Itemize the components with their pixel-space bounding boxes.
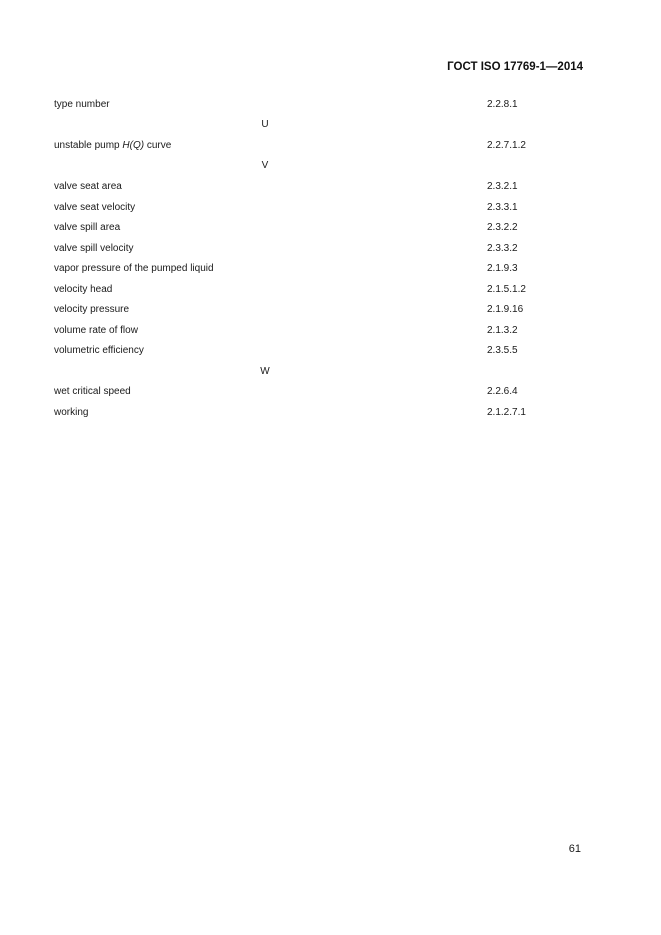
index-term-part: curve bbox=[144, 140, 172, 151]
index-term: working bbox=[54, 407, 89, 418]
index-term: type number bbox=[54, 99, 110, 110]
index-entry bbox=[54, 302, 584, 318]
index-reference: 2.1.3.2 bbox=[487, 325, 518, 336]
index-entry bbox=[54, 323, 584, 339]
index-reference: 2.1.2.7.1 bbox=[487, 407, 526, 418]
index-reference: 2.3.5.5 bbox=[487, 345, 518, 356]
index-reference: 2.3.2.2 bbox=[487, 222, 518, 233]
index-entry bbox=[54, 179, 584, 195]
index-reference: 2.3.3.2 bbox=[487, 243, 518, 254]
index-term: wet critical speed bbox=[54, 386, 131, 397]
index-term: volumetric efficiency bbox=[54, 345, 144, 356]
index-reference: 2.1.9.16 bbox=[487, 304, 524, 315]
index-entry bbox=[54, 138, 584, 154]
index-entry bbox=[54, 220, 584, 236]
index-term: velocity pressure bbox=[54, 304, 130, 315]
index-term bbox=[54, 138, 171, 154]
index-entry bbox=[54, 405, 584, 421]
index-term: valve seat area bbox=[54, 181, 122, 192]
index-reference: 2.2.8.1 bbox=[487, 99, 518, 110]
index-entry bbox=[54, 261, 584, 277]
index-entry bbox=[54, 384, 584, 400]
index-term: vapor pressure of the pumped liquid bbox=[54, 263, 214, 274]
index-entry bbox=[54, 343, 584, 359]
letter-heading-u: U bbox=[261, 119, 269, 130]
letter-heading-w: W bbox=[260, 366, 270, 377]
index-term: valve seat velocity bbox=[54, 202, 136, 213]
index-entry bbox=[54, 241, 584, 257]
index-entry bbox=[54, 200, 584, 216]
letter-heading-v: V bbox=[261, 160, 269, 171]
index-term-part: unstable pump bbox=[54, 140, 123, 151]
index-reference: 2.1.9.3 bbox=[487, 263, 518, 274]
index-entry bbox=[54, 97, 584, 113]
index-term: valve spill area bbox=[54, 222, 121, 233]
index-reference: 2.2.6.4 bbox=[487, 386, 518, 397]
index-reference: 2.3.3.1 bbox=[487, 202, 518, 213]
index-reference: 2.1.5.1.2 bbox=[487, 284, 526, 295]
index-term: volume rate of flow bbox=[54, 325, 138, 336]
standard-code: ГОСТ ISO 17769-1—2014 bbox=[447, 61, 583, 73]
page-number: 61 bbox=[568, 843, 581, 855]
index-term: valve spill velocity bbox=[54, 243, 134, 254]
index-reference: 2.2.7.1.2 bbox=[487, 140, 526, 151]
index-term: velocity head bbox=[54, 284, 113, 295]
index-reference: 2.3.2.1 bbox=[487, 181, 518, 192]
index-entry bbox=[54, 282, 584, 298]
index-term-italic: H(Q) bbox=[122, 140, 145, 151]
